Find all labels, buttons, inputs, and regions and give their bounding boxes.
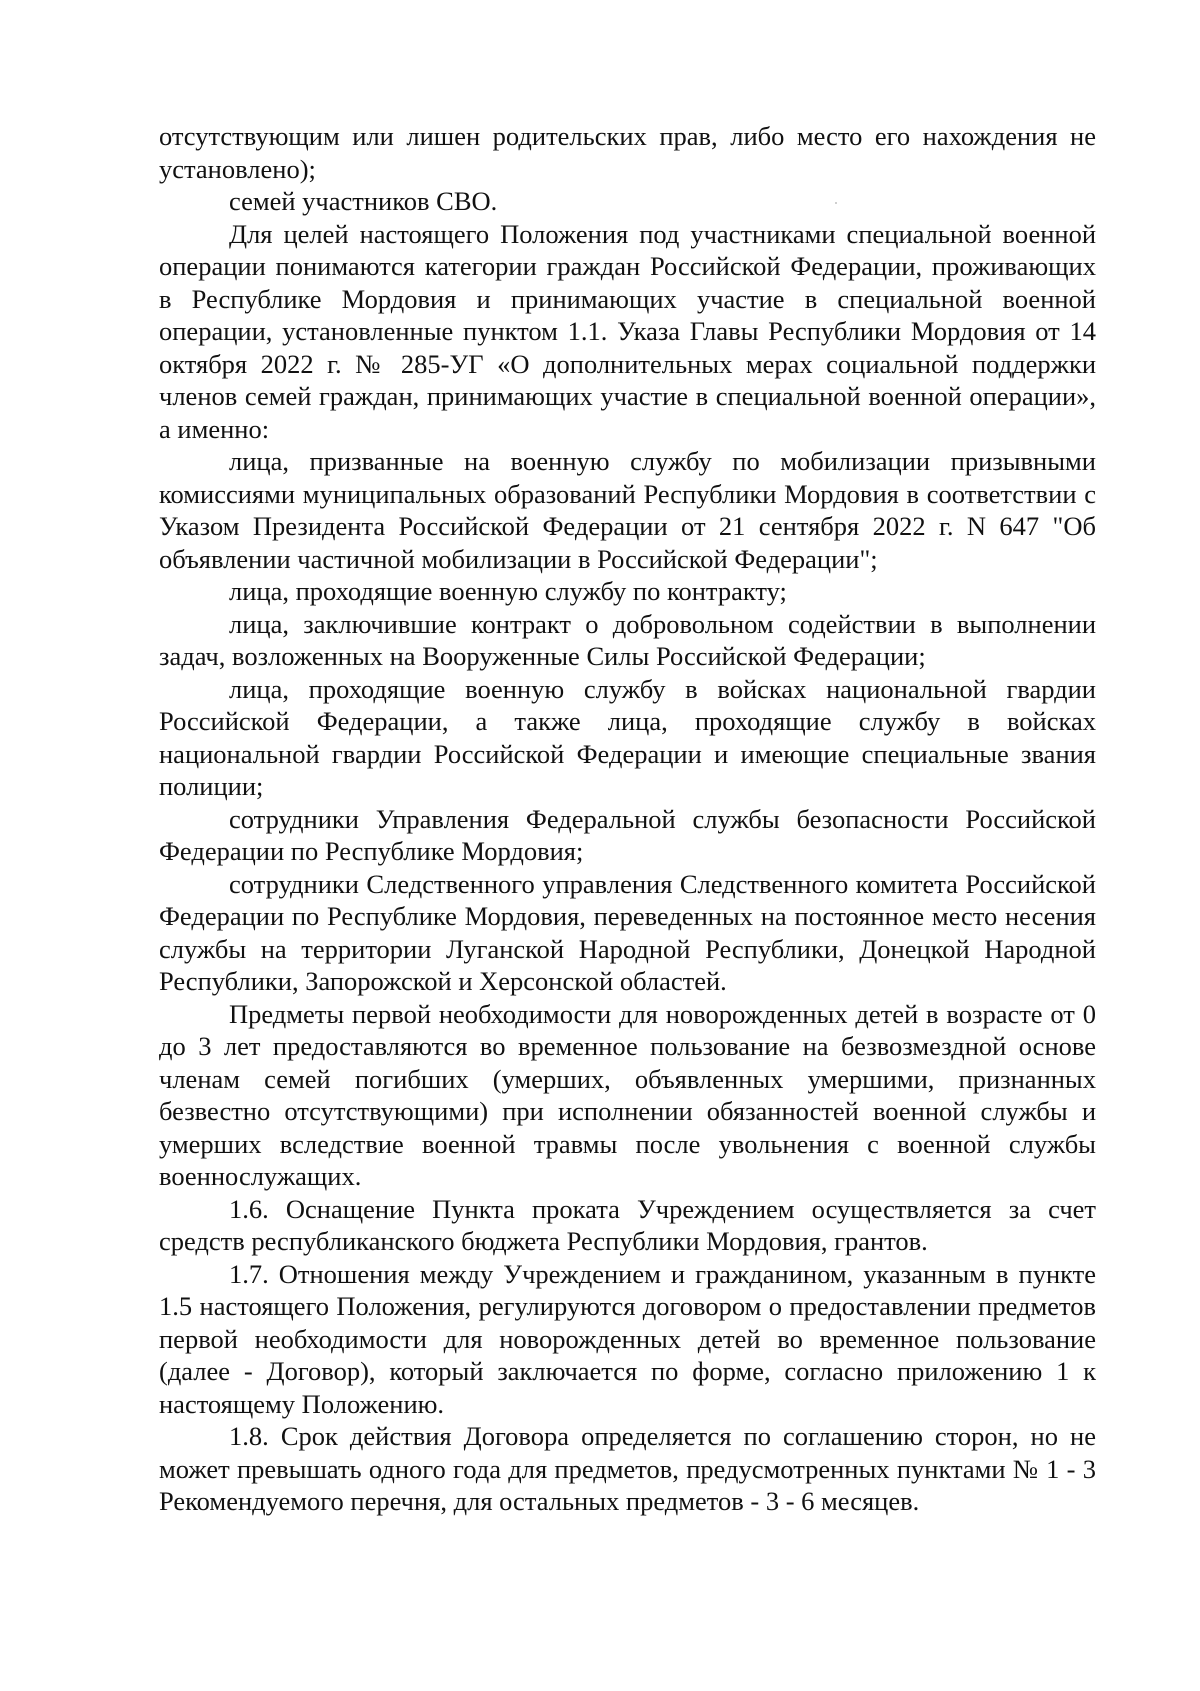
paragraph-investigative-committee: сотрудники Следственного управления Следственного комитета Российской Федерации по Республике Мордовия, переведенных на постоянное место несения службы на территории Луганской Народной Республики, Донецкой Народной Республики, Запорожской и Херсонской областей. <box>159 868 1096 996</box>
paragraph-1-7: 1.7. Отношения между Учреждением и гражданином, указанным в пункте 1.5 настоящего Положения, регулируются договором о предоставлении предметов первой необходимости для новорожденных детей во временное пользование (далее - Договор), который заключается по форме, согласно приложению 1 к настоящему Положению. <box>159 1258 1096 1419</box>
paragraph-svo-definition: Для целей настоящего Положения под участниками специальной военной операции понимаются категории граждан Российской Федерации, проживающих в Республике Мордовия и принимающих участие в специальной военной операции, установленные пунктом 1.1. Указа Главы Республики Мордовия от 14 октября 2022 г. № 285-УГ «О дополнительных мерах социальной поддержки членов семей граждан, принимающих участие в специальной военной операции», а именно: <box>159 218 1096 444</box>
document-page <box>159 120 1096 1518</box>
paragraph-mobilized: лица, призванные на военную службу по мобилизации призывными комиссиями муниципальных образований Республики Мордовия в соответствии с Указом Президента Российской Федерации от 21 сентября 2022 г. N 647 "Об объявлении частичной мобилизации в Российской Федерации"; <box>159 446 1096 574</box>
paragraph-1-6: 1.6. Оснащение Пункта проката Учреждением осуществляется за счет средств республиканского бюджета Республики Мордовия, грантов. <box>159 1193 1096 1256</box>
paragraph-fsb: сотрудники Управления Федеральной службы безопасности Российской Федерации по Республике Мордовия; <box>159 803 1096 866</box>
paragraph-national-guard: лица, проходящие военную службу в войсках национальной гвардии Российской Федерации, а также лица, проходящие службу в войсках национальной гвардии Российской Федерации и имеющие специальные звания полиции; <box>159 673 1096 801</box>
paragraph-newborn-items: Предметы первой необходимости для новорожденных детей в возрасте от 0 до 3 лет предоставляются во временное пользование на безвозмездной основе членам семей погибших (умерших, объявленных умершими, признанных безвестно отсутствующими) при исполнении обязанностей военной службы и умерших вследствие военной травмы после увольнения с военной службы военнослужащих. <box>159 998 1096 1191</box>
paragraph-volunteers: лица, заключившие контракт о добровольном содействии в выполнении задач, возложенных на Вооруженные Силы Российской Федерации; <box>159 608 1096 671</box>
paragraph-contract: лица, проходящие военную службу по контракту; <box>229 576 787 606</box>
paragraph-continuation: отсутствующим или лишен родительских прав, либо место его нахождения не установлено); <box>159 121 1096 184</box>
paragraph-svo-families: семей участников СВО. <box>229 186 498 216</box>
paragraph-1-8: 1.8. Срок действия Договора определяется по соглашению сторон, но не может превышать одного года для предметов, предусмотренных пунктами № 1 - 3 Рекомендуемого перечня, для остальных предметов - 3 - 6 месяцев. <box>159 1421 1096 1516</box>
